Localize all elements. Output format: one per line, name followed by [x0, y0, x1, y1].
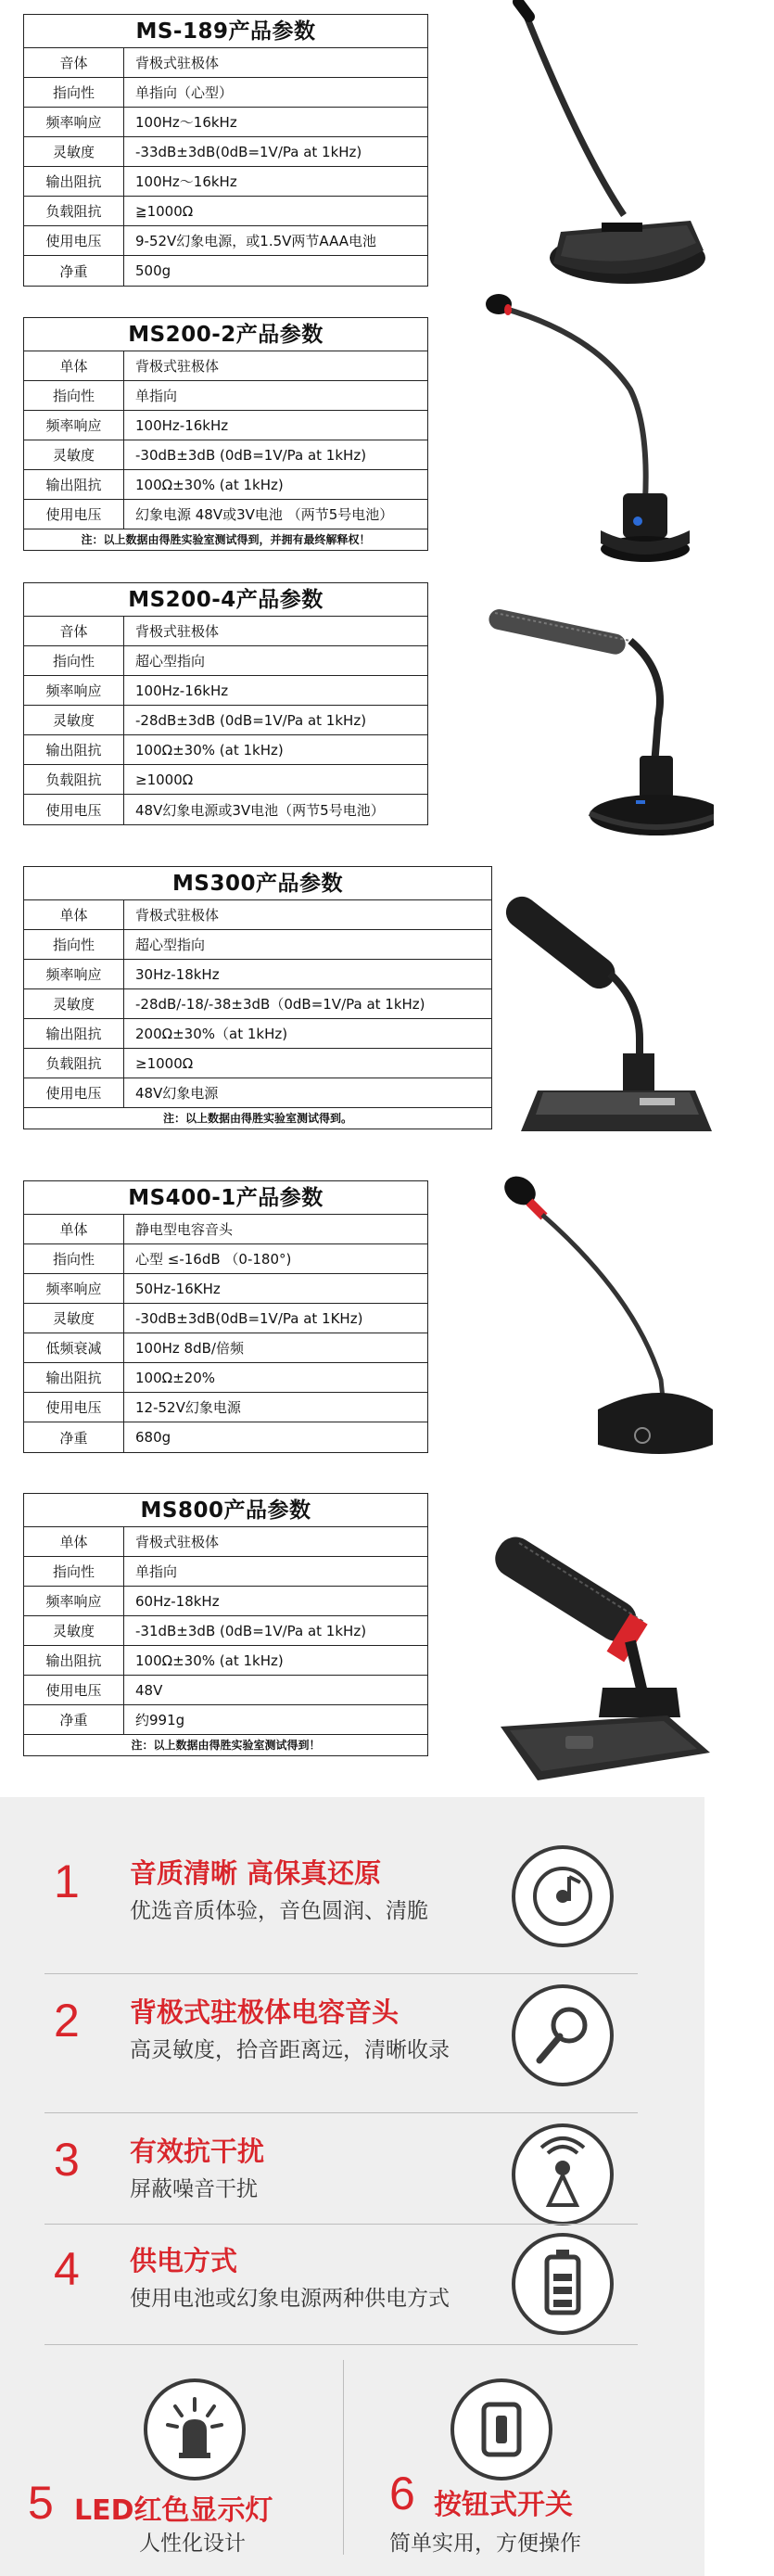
- ms800-spec-table: [23, 1493, 428, 1756]
- spec-row: [24, 1078, 491, 1108]
- spec-row: [24, 1557, 427, 1587]
- spec-key: 输出阻抗: [24, 735, 124, 764]
- spec-key: 灵敏度: [24, 706, 124, 734]
- spec-value: 200Ω±30%（at 1kHz): [135, 1026, 288, 1042]
- spec-value: 50Hz-16KHz: [135, 1280, 221, 1297]
- spec-key: 净重: [24, 1705, 124, 1734]
- spec-table-title: MS300产品参数: [24, 867, 491, 900]
- feature-6-subtitle: 简单实用，方便操作: [389, 2531, 581, 2556]
- spec-row: [24, 1274, 427, 1304]
- signal-cone-icon: [512, 2123, 614, 2225]
- feature-item: [0, 1845, 704, 1957]
- spec-key: 单体: [24, 1215, 124, 1243]
- spec-value: 背极式驻极体: [135, 55, 220, 71]
- spec-key: 使用电压: [24, 1078, 124, 1107]
- spec-row: [24, 960, 491, 989]
- spec-key: 低频衰减: [24, 1333, 124, 1362]
- spec-key: 灵敏度: [24, 989, 124, 1018]
- spec-value: 680g: [135, 1429, 171, 1446]
- spec-key: 频率响应: [24, 960, 124, 988]
- feature-number: 1: [54, 1855, 80, 1907]
- spec-key: 输出阻抗: [24, 1646, 124, 1675]
- spec-key: 净重: [24, 256, 124, 286]
- spec-value: 48V幻象电源: [135, 1085, 219, 1102]
- ms400-1-spec-table: [23, 1180, 428, 1453]
- spec-value: 背极式驻极体: [135, 1534, 220, 1550]
- spec-row: [24, 989, 491, 1019]
- spec-row: [24, 706, 427, 735]
- feature-6-number: 6: [389, 2468, 415, 2519]
- spec-key: 负载阻抗: [24, 1049, 124, 1078]
- spec-row: [24, 78, 427, 108]
- spec-key: 指向性: [24, 78, 124, 107]
- spec-key: 输出阻抗: [24, 1019, 124, 1048]
- feature-title: 有效抗干扰: [130, 2136, 265, 2167]
- spec-value: 背极式驻极体: [135, 623, 220, 640]
- divider: [44, 2112, 638, 2113]
- spec-row: [24, 735, 427, 765]
- spec-value: ≥1000Ω: [135, 771, 194, 788]
- spec-value: -33dB±3dB(0dB=1V/Pa at 1kHz): [135, 143, 362, 160]
- spec-value: 单指向: [135, 388, 178, 404]
- spec-row: [24, 197, 427, 226]
- spec-row: [24, 411, 427, 440]
- spec-key: 使用电压: [24, 500, 124, 529]
- spec-key: 使用电压: [24, 1393, 124, 1422]
- spec-row: [24, 500, 427, 529]
- feature-title: 背极式驻极体电容音头: [130, 1996, 400, 2028]
- ms300-spec-table: [23, 866, 492, 1129]
- feature-item: [0, 2233, 704, 2344]
- spec-key: 使用电压: [24, 226, 124, 255]
- spec-row: [24, 108, 427, 137]
- spec-row: [24, 1616, 427, 1646]
- spec-row: [24, 646, 427, 676]
- spec-value: 单指向（心型）: [135, 84, 234, 101]
- spec-key: 单体: [24, 351, 124, 380]
- spec-value: 100Hz～16kHz: [135, 114, 237, 131]
- spec-row: [24, 1333, 427, 1363]
- spec-key: 指向性: [24, 930, 124, 959]
- spec-key: 指向性: [24, 381, 124, 410]
- spec-row: [24, 1049, 491, 1078]
- spec-table-title: MS400-1产品参数: [24, 1181, 427, 1215]
- feature-subtitle: 优选音质体验，音色圆润、清脆: [130, 1899, 428, 1923]
- spec-key: 指向性: [24, 1244, 124, 1273]
- spec-value: 100Hz～16kHz: [135, 173, 237, 190]
- spec-row: [24, 617, 427, 646]
- spec-note: 注：以上数据由得胜实验室测试得到。: [162, 1112, 352, 1125]
- spec-table-title: MS-189产品参数: [24, 15, 427, 48]
- spec-value: ≧1000Ω: [135, 202, 194, 220]
- spec-row: [24, 1363, 427, 1393]
- feature-number: 3: [54, 2134, 80, 2186]
- spec-key: 指向性: [24, 646, 124, 675]
- spec-key: 灵敏度: [24, 1304, 124, 1333]
- spec-row: [24, 1646, 427, 1676]
- spec-value: 48V: [135, 1681, 163, 1699]
- spec-key: 输出阻抗: [24, 167, 124, 196]
- spec-key: 频率响应: [24, 676, 124, 705]
- spec-key: 频率响应: [24, 411, 124, 440]
- spec-value: ≥1000Ω: [135, 1054, 194, 1072]
- ms300-microphone-image: [501, 872, 714, 1150]
- spec-value: 500g: [135, 262, 171, 279]
- feature-5-number: 5: [28, 2477, 54, 2529]
- spec-key: 单体: [24, 900, 124, 929]
- spec-table-title: MS200-4产品参数: [24, 583, 427, 617]
- spec-row: [24, 381, 427, 411]
- spec-note: 注：以上数据由得胜实验室测试得到，并拥有最终解释权！: [81, 533, 371, 546]
- feature-subtitle: 高灵敏度，拾音距离远，清晰收录: [130, 2038, 450, 2062]
- feature-subtitle: 屏蔽噪音干扰: [130, 2177, 258, 2201]
- spec-row: [24, 48, 427, 78]
- disc-note-icon: [512, 1845, 614, 1947]
- spec-value: 12-52V幻象电源: [135, 1399, 241, 1416]
- spec-value: 背极式驻极体: [135, 358, 220, 375]
- spec-value: 心型 ≤-16dB （0-180°): [135, 1251, 292, 1268]
- spec-row: [24, 1676, 427, 1705]
- spec-key: 灵敏度: [24, 137, 124, 166]
- spec-row: [24, 256, 427, 286]
- spec-value: 100Hz 8dB/倍频: [135, 1340, 244, 1357]
- microphone-icon: [512, 1984, 614, 2086]
- spec-key: 净重: [24, 1422, 124, 1452]
- feature-number: 4: [54, 2243, 80, 2295]
- button-switch-icon: [450, 2378, 552, 2480]
- vertical-divider: [343, 2360, 344, 2555]
- spec-value: 48V幻象电源或3V电池（两节5号电池）: [135, 801, 385, 819]
- ms200-2-microphone-image: [482, 287, 704, 570]
- spec-row: [24, 1422, 427, 1452]
- spec-row: [24, 226, 427, 256]
- spec-value: 100Ω±30% (at 1kHz): [135, 476, 284, 493]
- battery-icon: [512, 2233, 614, 2335]
- spec-key: 单体: [24, 1527, 124, 1556]
- ms400-1-microphone-image: [496, 1167, 718, 1473]
- spec-row: [24, 1705, 427, 1735]
- spec-row: [24, 1587, 427, 1616]
- spec-key: 频率响应: [24, 1274, 124, 1303]
- feature-item: [0, 1984, 704, 2096]
- spec-key: 频率响应: [24, 1587, 124, 1615]
- feature-6-title: 按钮式开关: [434, 2489, 573, 2521]
- spec-value: 约991g: [135, 1712, 185, 1728]
- spec-value: -28dB/-18/-38±3dB（0dB=1V/Pa at 1kHz): [135, 996, 425, 1013]
- spec-key: 音体: [24, 48, 124, 77]
- spec-row: [24, 1244, 427, 1274]
- spec-value: 单指向: [135, 1563, 178, 1580]
- spec-note: 注：以上数据由得胜实验室测试得到！: [131, 1739, 321, 1752]
- spec-row: [24, 440, 427, 470]
- spec-value: 60Hz-18kHz: [135, 1592, 220, 1610]
- feature-item: [0, 2123, 704, 2235]
- feature-title: 供电方式: [130, 2245, 238, 2276]
- spec-value: 背极式驻极体: [135, 907, 220, 924]
- spec-row: [24, 900, 491, 930]
- spec-value: 静电型电容音头: [135, 1221, 234, 1238]
- led-light-icon: [144, 2378, 246, 2480]
- feature-5-title: LED红色显示灯: [74, 2494, 273, 2527]
- spec-value: 100Hz-16kHz: [135, 682, 229, 699]
- spec-value: 9-52V幻象电源，或1.5V两节AAA电池: [135, 233, 377, 249]
- spec-table-title: MS800产品参数: [24, 1494, 427, 1527]
- spec-row: [24, 1215, 427, 1244]
- spec-key: 负载阻抗: [24, 197, 124, 225]
- spec-value: 100Ω±30% (at 1kHz): [135, 1651, 284, 1669]
- spec-row: [24, 1527, 427, 1557]
- spec-row: [24, 795, 427, 824]
- spec-row: [24, 1019, 491, 1049]
- spec-value: -28dB±3dB (0dB=1V/Pa at 1kHz): [135, 711, 367, 729]
- spec-value: -31dB±3dB (0dB=1V/Pa at 1kHz): [135, 1622, 367, 1639]
- feature-5-subtitle: 人性化设计: [139, 2531, 246, 2556]
- feature-subtitle: 使用电池或幻象电源两种供电方式: [130, 2287, 450, 2311]
- ms200-2-spec-table: [23, 317, 428, 551]
- divider: [44, 2224, 638, 2225]
- spec-key: 灵敏度: [24, 440, 124, 469]
- spec-table-title: MS200-2产品参数: [24, 318, 427, 351]
- spec-key: 输出阻抗: [24, 1363, 124, 1392]
- spec-key: 灵敏度: [24, 1616, 124, 1645]
- ms200-4-spec-table: [23, 582, 428, 825]
- spec-row: [24, 137, 427, 167]
- divider: [44, 1973, 638, 1974]
- spec-key: 音体: [24, 617, 124, 645]
- spec-key: 输出阻抗: [24, 470, 124, 499]
- spec-value: -30dB±3dB(0dB=1V/Pa at 1KHz): [135, 1309, 363, 1327]
- ms189-microphone-image: [505, 0, 718, 297]
- divider: [44, 2344, 638, 2345]
- spec-key: 指向性: [24, 1557, 124, 1586]
- ms800-microphone-image: [482, 1502, 714, 1790]
- feature-number: 2: [54, 1995, 80, 2047]
- spec-value: 100Hz-16kHz: [135, 416, 229, 434]
- feature-title: 音质清晰 高保真还原: [130, 1857, 382, 1889]
- spec-row: [24, 765, 427, 795]
- spec-value: 100Ω±30% (at 1kHz): [135, 741, 284, 759]
- spec-value: 超心型指向: [135, 937, 206, 953]
- spec-value: 超心型指向: [135, 653, 206, 670]
- ms200-4-microphone-image: [482, 598, 714, 848]
- spec-row: [24, 1393, 427, 1422]
- ms189-spec-table: [23, 14, 428, 287]
- spec-row: [24, 470, 427, 500]
- spec-value: 幻象电源 48V或3V电池 （两节5号电池）: [135, 506, 394, 523]
- spec-row: [24, 930, 491, 960]
- spec-row: [24, 167, 427, 197]
- spec-key: 负载阻抗: [24, 765, 124, 794]
- spec-row: [24, 676, 427, 706]
- spec-value: -30dB±3dB (0dB=1V/Pa at 1kHz): [135, 446, 367, 464]
- spec-key: 频率响应: [24, 108, 124, 136]
- spec-value: 30Hz-18kHz: [135, 965, 220, 983]
- spec-key: 使用电压: [24, 795, 124, 824]
- spec-row: [24, 1304, 427, 1333]
- spec-value: 100Ω±20%: [135, 1369, 216, 1386]
- spec-row: [24, 351, 427, 381]
- spec-key: 使用电压: [24, 1676, 124, 1704]
